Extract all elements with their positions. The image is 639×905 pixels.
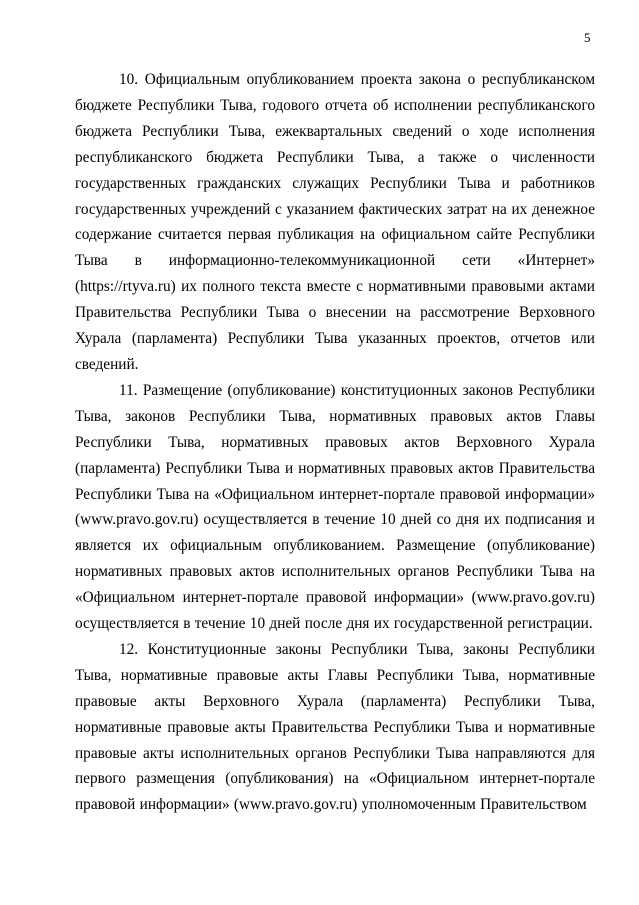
document-body [75,67,595,818]
page-number: 5 [584,30,591,45]
paragraph-11: 11. Размещение (опубликование) конституционных законов Республики Тыва, законов Республики Тыва, нормативных правовых актов Главы Республики Тыва, нормативных правовых актов Верховного Хурала (парламента) Республики Тыва и нормативных правовых актов Правительства Республики Тыва на «Официальном интернет-портале правовой информации» (www.pravo.gov.ru) осуществляется в течение 10 дней со дня их подписания и является их официальным опубликованием. Размещение (опубликование) нормативных правовых актов исполнительных органов Республики Тыва на «Официальном интернет-портале правовой информации» (www.pravo.gov.ru) осуществляется в течение 10 дней после дня их государственной регистрации. [75,381,595,633]
paragraph-10: 10. Официальным опубликованием проекта закона о республиканском бюджете Республики Тыва, годового отчета об исполнении республиканского бюджета Республики Тыва, ежеквартальных сведений о ходе исполнения республиканского бюджета Республики Тыва, а также о численности государственных гражданских служащих Республики Тыва и работников государственных учреждений с указанием фактических затрат на их денежное содержание считается первая публикация на официальном сайте Республики Тыва в информационно-телекоммуникационной сети «Интернет» (https://rtyva.ru) их полного текста вместе с нормативными правовыми актами Правительства Республики Тыва о внесении на рассмотрение Верховного Хурала (парламента) Республики Тыва указанных проектов, отчетов или сведений. [75,71,595,373]
paragraph-12: 12. Конституционные законы Республики Тыва, законы Республики Тыва, нормативные правовые акты Главы Республики Тыва, нормативные правовые акты Верховного Хурала (парламента) Республики Тыва, нормативные правовые акты Правительства Республики Тыва и нормативные правовые акты исполнительных органов Республики Тыва направляются для первого размещения (опубликования) на «Официальном интернет-портале правовой информации» (www.pravo.gov.ru) уполномоченным Правительством [75,640,595,814]
